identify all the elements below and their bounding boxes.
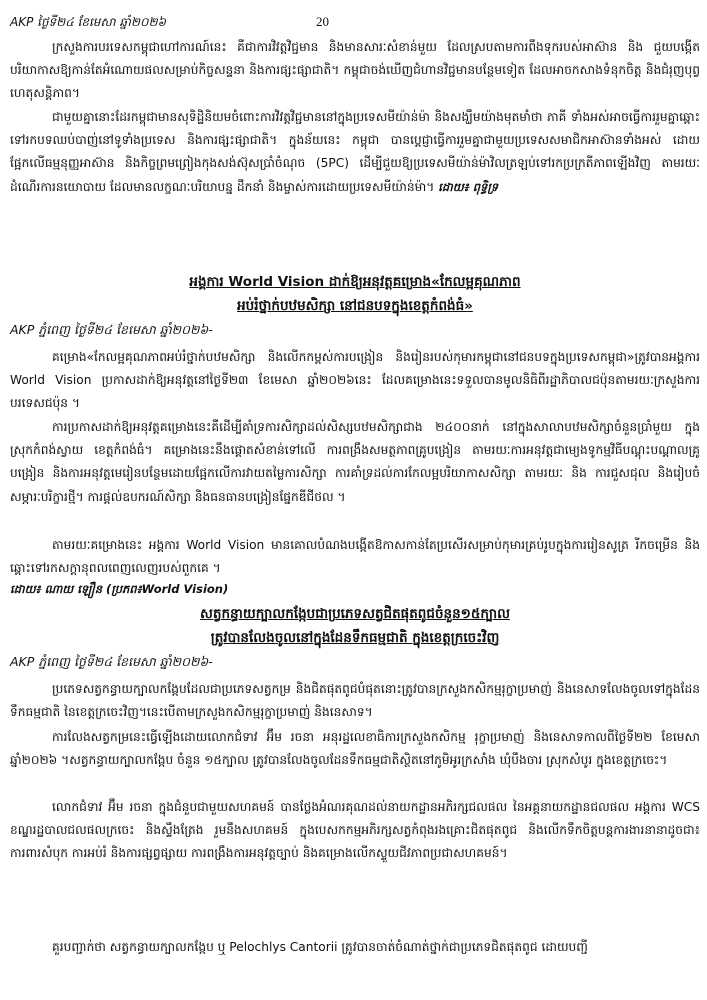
article2-headline: [10, 270, 700, 318]
article1-paragraph-2-text: ជាមួយគ្នានោះដែរកម្ពុជាមានសុទិដ្ឋិនិយមចំពោះការវិវត្តវិជ្ជមាននៅក្នុងប្រទេសមីយ៉ាន់ម៉ា និងសង្ឃឹមយ៉ាងមុតមាំថា ភាគី ទាំងអស់អាចធ្វើការរួមគ្នាឆ្ពោះទៅរកបទឈប់បាញ់នៅទូទាំងប្រទេស និងការផ្សះផ្សាជាតិ។ ក្នុងន័យនេះ កម្ពុជា បានប្តេជ្ញាធ្វើការរួមគ្នាជាមួយប្រទេសសមាជិកអាស៊ានទាំងអស់ ដោយផ្អែកលើធម្មនុញ្ញអាស៊ាន និងកិច្ចព្រមព្រៀងកុងសង់ស៊ុសប្រាំចំណុច (5PC) ដើម្បីជួយឱ្យប្រទេសមីយ៉ាន់ម៉ាវិលត្រឡប់ទៅរកប្រក្រតីភាពឡើងវិញ តាមរយៈដំណើរការនយោបាយ ដែលមានលក្ខណៈបរិយាបន្ន ដឹកនាំ និងម្ចាស់ការដោយប្រទេសមីយ៉ាន់ម៉ា។: [10, 110, 700, 194]
article1-paragraph-1: ក្រសួងការបរទេសកម្ពុជាហៅការណ៍នេះ គឺជាការវិវត្តវិជ្ជមាន និងមានសារៈសំខាន់មួយ ដែលស្របតាមការពឹងទុករបស់អាស៊ាន និង ជួយបង្កើតបរិយាកាសឱ្យកាន់តែអំណោយផលសម្រាប់កិច្ចសន្ទនា និងការផ្សះផ្សាជាតិ។ កម្ពុជាចង់ឃើញជំហានវិជ្ជមានបន្ថែមទៀត ដែលអាចកសាងទំនុកចិត្ត និងជំរុញបុព្វហេតុសន្តិភាព។: [10, 40, 700, 101]
page-number: 20: [316, 14, 329, 29]
article3-paragraph-2: ការលែងសត្វកម្រនេះធ្វើឡើងដោយលោកជំទាវ អ៊ឹម រចនា អនុរដ្ឋលេខាធិការក្រសួងកសិកម្ម រុក្ខាប្រមាញ់ និងនេសាទកាលពីថ្ងៃទី២២ ខែមេសា ឆ្នាំ២០២៦ ។សត្វកន្ធាយក្បាលកង្កែប ចំនួន ១៥ក្បាល ត្រូវបានលែងចូលដែនទឹកធម្មជាតិស្ថិតនៅភូមិអូរក្រសាំង ឃុំបឹងចារ ស្រុកសំបូរ ក្នុងខេត្តក្រចេះ។: [10, 730, 700, 768]
article3-paragraph-3: លោកជំទាវ អ៊ឹម រចនា ក្នុងជំនួបជាមួយសហគមន៍ បានថ្លែងអំណរគុណដល់នាយកដ្ឋានអភិរក្សជលផល នៃអគ្គនាយកដ្ឋានជលផល អង្គការ WCS ខណ្ឌរដ្ឋបាលជលផលក្រចេះ និងស្ទឹងត្រែង រួមនឹងសហគមន៍ ក្នុងបេសកកម្មអភិរក្សសត្វកំពុងរងគ្រោះជិតផុតពូជ និងលើកទឹកចិត្តបន្តការងារនានាដូចជា៖ ការពារសំបុក ការអប់រំ និងការផ្សព្វផ្សាយ ការពង្រឹងការអនុវត្តច្បាប់ និងគម្រោងលើកស្ទួយជីវភាពប្រជាសហគមន៍។: [10, 800, 700, 861]
article1-author: ដោយ៖ ពុទ្ធិទ្រ: [438, 179, 499, 194]
article2-paragraph-1: គម្រោង«កែលម្អគុណភាពអប់រំថ្នាក់បឋមសិក្សា និងលើកកម្ពស់ការបង្រៀន និងរៀនរបស់កុមារកម្ពុជានៅជនបទក្នុងប្រទេសកម្ពុជា»ត្រូវបានអង្គការ World Vision ប្រកាសដាក់ឱ្យអនុវត្តនៅថ្ងៃទី២៣ ខែមេសា ឆ្នាំ២០២៦នេះ ដែលគម្រោងនេះទទួលបានមូលនិធិពីរដ្ឋាភិបាលជប៉ុនតាមរយៈក្រសួងការបរទេសជប៉ុន ។: [10, 350, 700, 411]
page-header: [10, 14, 700, 34]
article2-headline-line-2: អប់រំថ្នាក់បឋមសិក្សា នៅជនបទក្នុងខេត្តកំពង់ធំ»: [237, 298, 473, 314]
article3-headline-line-2: ត្រូវបានលែងចូលនៅក្នុងដែនទឹកធម្មជាតិ ក្នុងខេត្តក្រចេះវិញ: [210, 630, 500, 646]
article3-paragraph-4: គួរបញ្ជាក់ថា សត្វកន្ធាយក្បាលកង្កែប ឬ Pelochlys Cantorii ត្រូវបានចាត់ចំណាត់ថ្នាក់ជាប្រភេទជិតផុតពូជ ដោយបញ្ជី: [52, 940, 588, 954]
article2-paragraph-2: ការប្រកាសដាក់ឱ្យអនុវត្តគម្រោងនេះគឺដើម្បីគាំទ្រការសិក្សាដល់សិស្សបឋមសិក្សាជាង ២៤០០នាក់ នៅក្នុងសាលាបឋមសិក្សាចំនួនប្រាំមួយ ក្នុង ស្រុកកំពង់ស្វាយ ខេត្តកំពង់ធំ។ គម្រោងនេះនឹងផ្តោតសំខាន់ទៅលើ ការពង្រឹងសមត្ថភាពគ្រូបង្រៀន តាមរយៈការអនុវត្តជាម្យេងទូកម្មវិធីបណ្តុះបណ្តាលគ្រូបង្រៀន និងការអនុវត្តមេរៀនបន្ថែមដោយផ្អែកលើការវាយតម្លៃការសិក្សា ការគាំទ្រដល់ការកែលម្អបរិយាកាសសិក្សា តាមរយៈ និង ការជួសជុល និងរៀបចំសម្ភារៈបរិក្ខារថ្មី។ ការផ្តល់ឧបករណ៍សិក្សា និងធនធានបង្រៀនផ្នែកឌីជីថល ។: [10, 420, 700, 504]
header-dateline: AKP ថ្ងៃទី២៤ ខែមេសា ឆ្នាំ២០២៦: [10, 15, 167, 29]
article1-paragraph-2: [10, 106, 700, 199]
article2-paragraph-3: តាមរយៈគម្រោងនេះ អង្គការ World Vision មានគោលបំណងបង្កើតឱកាសកាន់តែប្រសើរសម្រាប់កុមារគ្រប់រូបក្នុងការរៀនសូត្រ រីកចម្រើន និងឆ្ពោះទៅរកសក្តានុពលពេញលេញរបស់ពួកគេ ។: [10, 538, 700, 576]
article3-headline: [10, 602, 700, 650]
article3-dateline: AKP ភ្នំពេញ ថ្ងៃទី២៤ ខែមេសា ឆ្នាំ២០២៦-: [10, 654, 213, 669]
article2-author: ដោយ៖ ណាយ ឡឿន (ប្រភព៖World Vision): [10, 582, 229, 596]
article2-dateline: AKP ភ្នំពេញ ថ្ងៃទី២៤ ខែមេសា ឆ្នាំ២០២៦-: [10, 322, 213, 337]
article2-headline-line-1: អង្គការ World Vision ដាក់ឱ្យអនុវត្តគម្រោង«កែលម្អគុណភាព: [189, 274, 521, 290]
article3-paragraph-1: ប្រភេទសត្វកន្ធាយក្បាលកង្កែបដែលជាប្រភេទសត្វកម្រ និងជិតផុតពូជបំផុតនោះត្រូវបានក្រសួងកសិកម្មរុក្ខាប្រមាញ់ និងនេសាទលែងចូលទៅក្នុងដែនទឹកធម្មជាតិ នៃខេត្តក្រចេះវិញ។នេះបើតាមក្រសួងកសិកម្មរុក្ខាប្រមាញ់ និងនេសាទ។: [10, 682, 700, 720]
article3-headline-line-1: សត្វកន្ធាយក្បាលកង្កែបជាប្រភេទសត្វជិតផុតពូជចំនួន១៥ក្បាល: [200, 606, 510, 622]
